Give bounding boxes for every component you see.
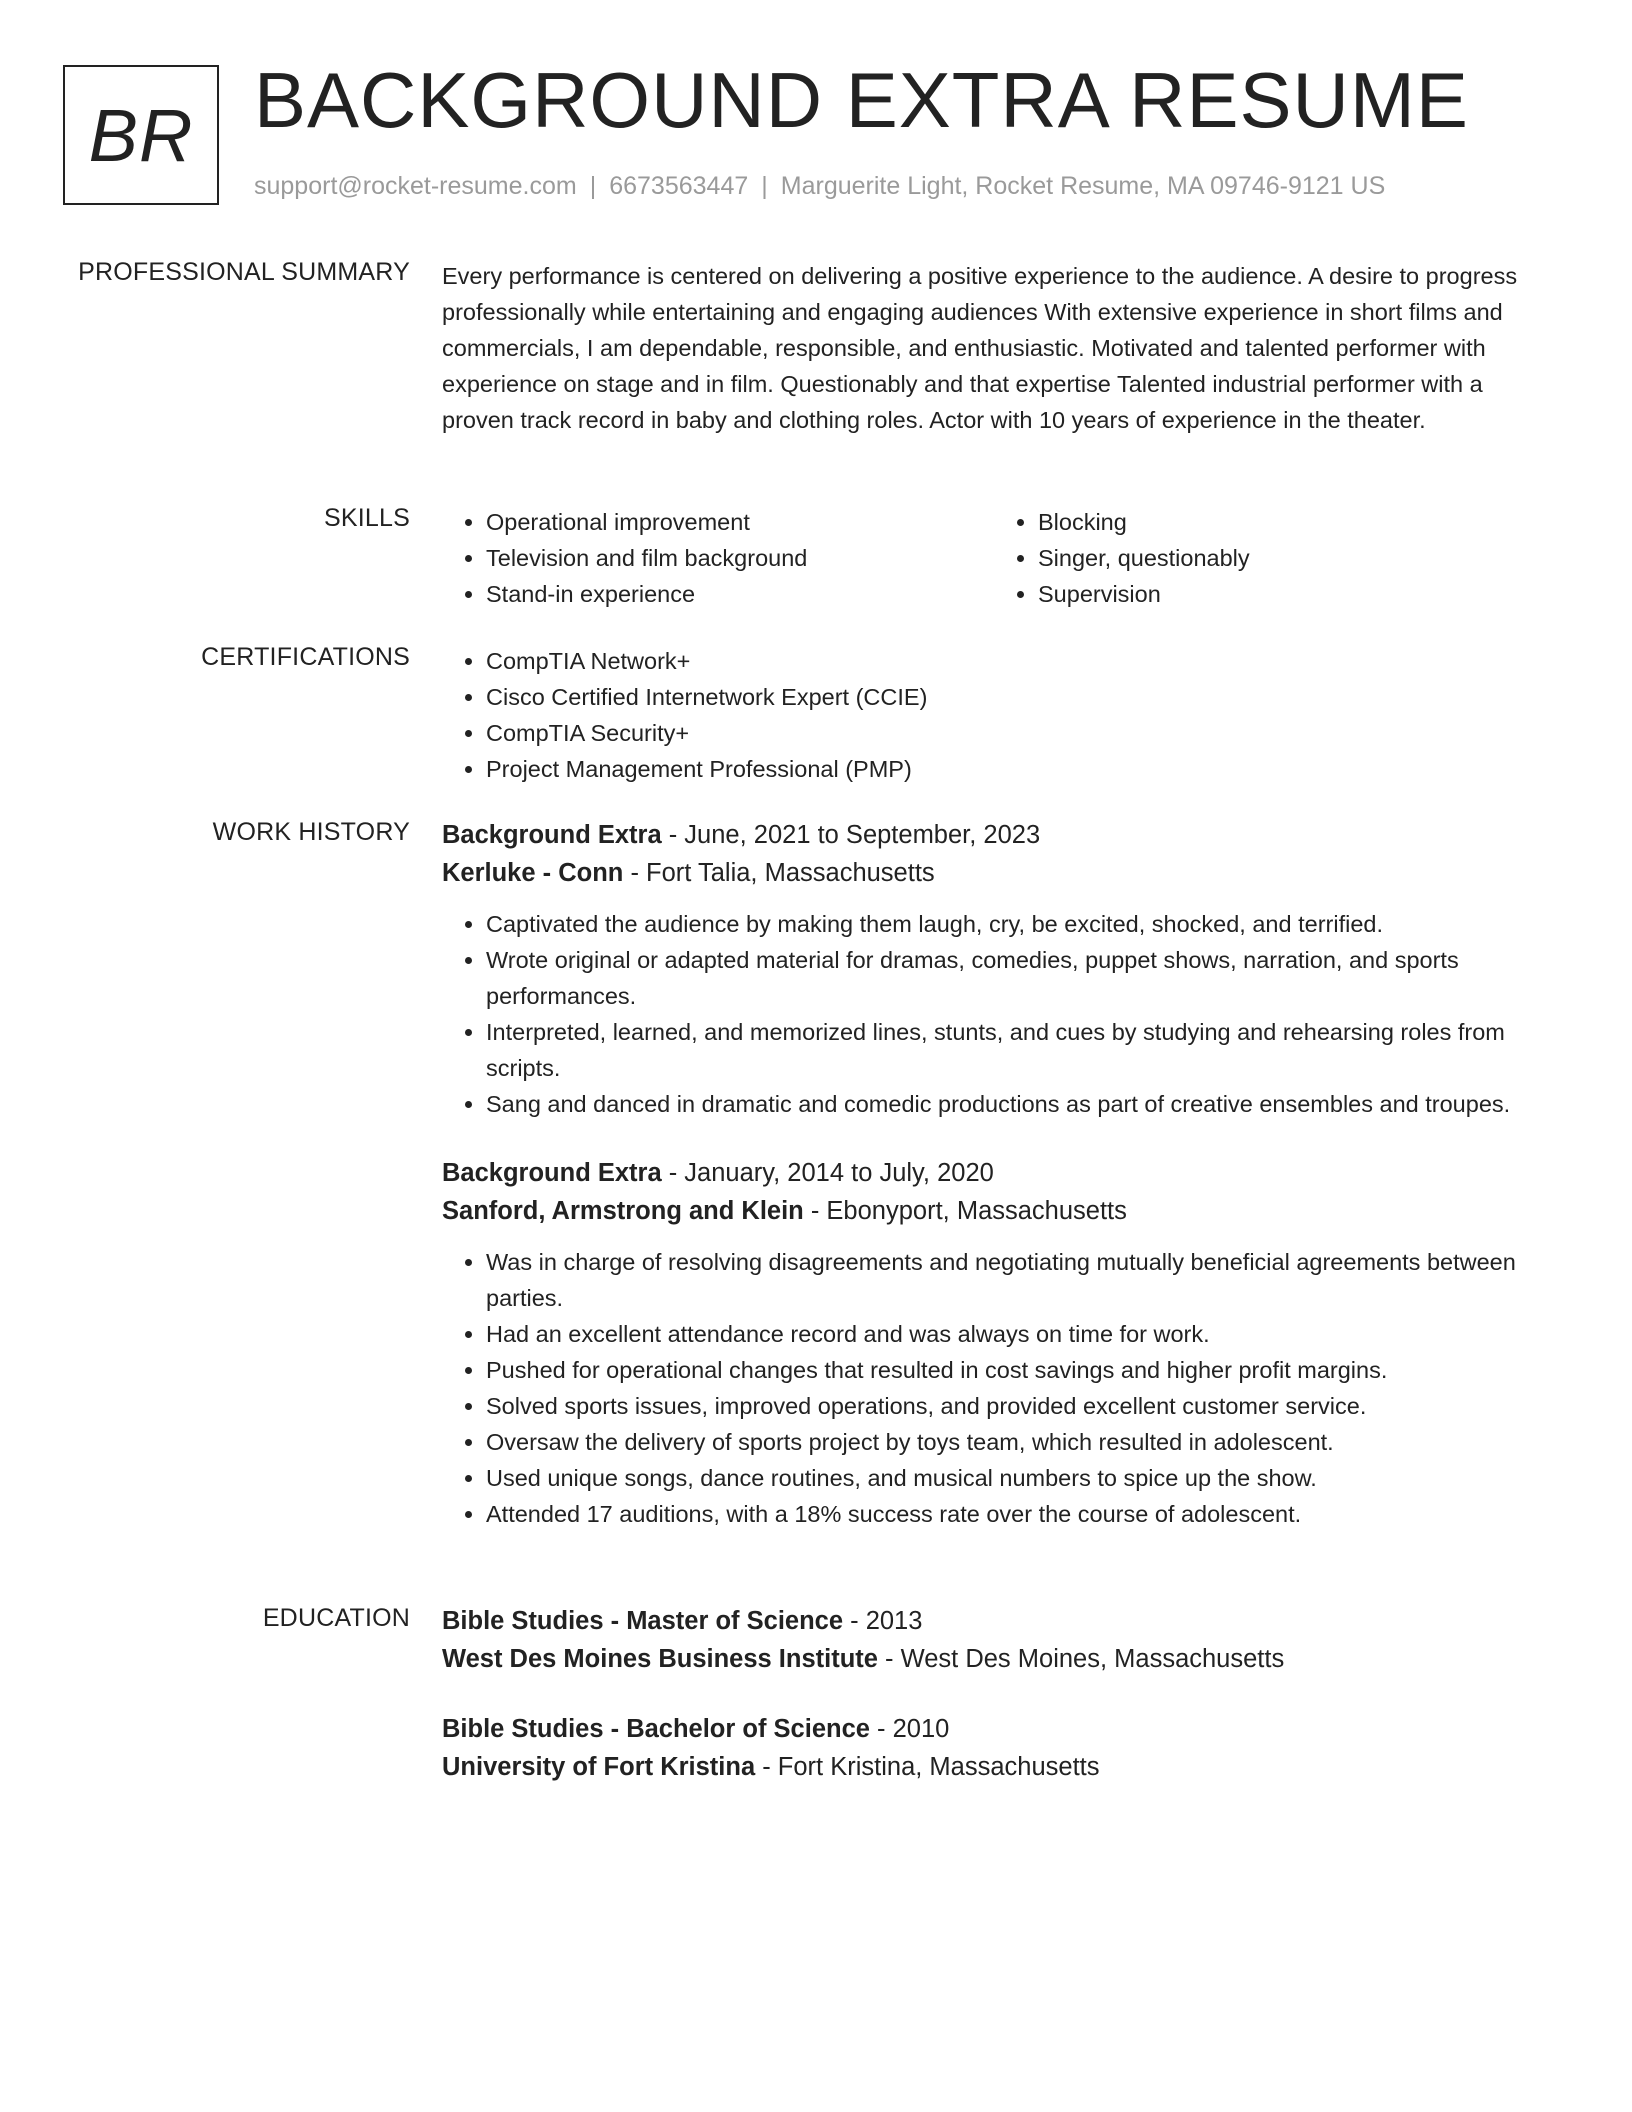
section-label-summary: PROFESSIONAL SUMMARY [78,258,410,286]
section-label-education: EDUCATION [262,1604,410,1632]
job-bullet: • Wrote original or adapted material for dramas, comedies, puppet shows, narration, and sports performances. [486,942,1546,1014]
resume-title: BACKGROUND EXTRA RESUME [254,56,1469,144]
skill-item: • Supervision [1038,576,1546,612]
job-bullet: • Solved sports issues, improved operations, and provided excellent customer service. [486,1388,1546,1424]
job-entry [442,1154,1546,1532]
skill-item: • Blocking [1038,504,1546,540]
job-dates: - January, 2014 to July, 2020 [661,1159,994,1187]
job-title: Background Extra [442,821,662,849]
skill-item: • Operational improvement [486,504,994,540]
job-bullet: • Captivated the audience by making them laugh, cry, be excited, shocked, and terrified. [486,906,1546,942]
job-company-line [442,854,1546,892]
job-bullet: • Used unique songs, dance routines, and musical numbers to spice up the show. [486,1460,1546,1496]
job-bullet: • Interpreted, learned, and memorized lines, stunts, and cues by studying and rehearsing roles from scripts. [486,1014,1546,1086]
section-label-skills: SKILLS [324,504,410,532]
education-year: - 2010 [869,1715,950,1743]
education-school: West Des Moines Business Institute [442,1645,878,1673]
education-degree-line [442,1710,1546,1748]
contact-separator: | [761,172,768,200]
job-bullet: • Pushed for operational changes that resulted in cost savings and higher profit margins. [486,1352,1546,1388]
education-school: University of Fort Kristina [442,1753,756,1781]
skill-item: • Stand-in experience [486,576,994,612]
job-title-line [442,1154,1546,1192]
certification-item: • Project Management Professional (PMP) [486,751,1546,787]
job-title: Background Extra [442,1159,662,1187]
education-year: - 2013 [843,1607,923,1635]
job-location: - Fort Talia, Massachusetts [623,859,935,887]
job-bullet: • Was in charge of resolving disagreements and negotiating mutually beneficial agreements between parties. [486,1244,1546,1316]
job-title-line [442,816,1546,854]
section-label-work-history: WORK HISTORY [212,818,410,846]
certifications-list [442,643,1546,787]
skills-list-col2 [994,504,1546,612]
job-bullet: • Oversaw the delivery of sports project by toys team, which resulted in adolescent. [486,1424,1546,1460]
job-dates: - June, 2021 to September, 2023 [661,821,1041,849]
skills-list-col1 [442,504,994,612]
education-location: - Fort Kristina, Massachusetts [755,1753,1100,1781]
contact-separator: | [589,172,597,200]
skill-item: • Television and film background [486,540,994,576]
monogram-logo: BR [63,65,219,205]
job-company-line [442,1192,1546,1230]
education-degree-line [442,1602,1546,1640]
job-bullet: • Had an excellent attendance record and was always on time for work. [486,1316,1546,1352]
contact-email[interactable]: support@rocket-resume.com [254,172,577,200]
job-bullets [442,906,1546,1122]
education-degree: Bible Studies - Master of Science [442,1607,844,1635]
job-bullet: • Attended 17 auditions, with a 18% success rate over the course of adolescent. [486,1496,1546,1532]
job-location: - Ebonyport, Massachusetts [803,1197,1127,1225]
education-school-line [442,1640,1546,1678]
job-entry [442,816,1546,1122]
certification-item: • Cisco Certified Internetwork Expert (CCIE) [486,679,1546,715]
job-bullets [442,1244,1546,1532]
summary-text: Every performance is centered on delivering a positive experience to the audience. A desire to progress professionally while entertaining and engaging audiences With extensive experience in short films and commercials, I am dependable, responsible, and enthusiastic. Motivated and talented performer with experience on stage and in film. Questionably and that expertise Talented industrial performer with a proven track record in baby and clothing roles. Actor with 10 years of experience in the theater. [442,263,1518,433]
contact-line [254,172,1385,201]
section-label-certifications: CERTIFICATIONS [201,643,410,671]
contact-address: Marguerite Light, Rocket Resume, MA 09746-9121 US [780,172,1386,200]
education-entry [442,1710,1546,1786]
job-bullet: • Sang and danced in dramatic and comedic productions as part of creative ensembles and troupes. [486,1086,1546,1122]
education-school-line [442,1748,1546,1786]
certification-item: • CompTIA Network+ [486,643,1546,679]
certification-item: • CompTIA Security+ [486,715,1546,751]
education-location: - West Des Moines, Massachusetts [877,1645,1285,1673]
job-company: Sanford, Armstrong and Klein [442,1197,804,1225]
contact-phone[interactable]: 6673563447 [609,172,749,200]
education-entry [442,1602,1546,1678]
skill-item: • Singer, questionably [1038,540,1546,576]
job-company: Kerluke - Conn [442,859,624,887]
education-degree: Bible Studies - Bachelor of Science [442,1715,870,1743]
